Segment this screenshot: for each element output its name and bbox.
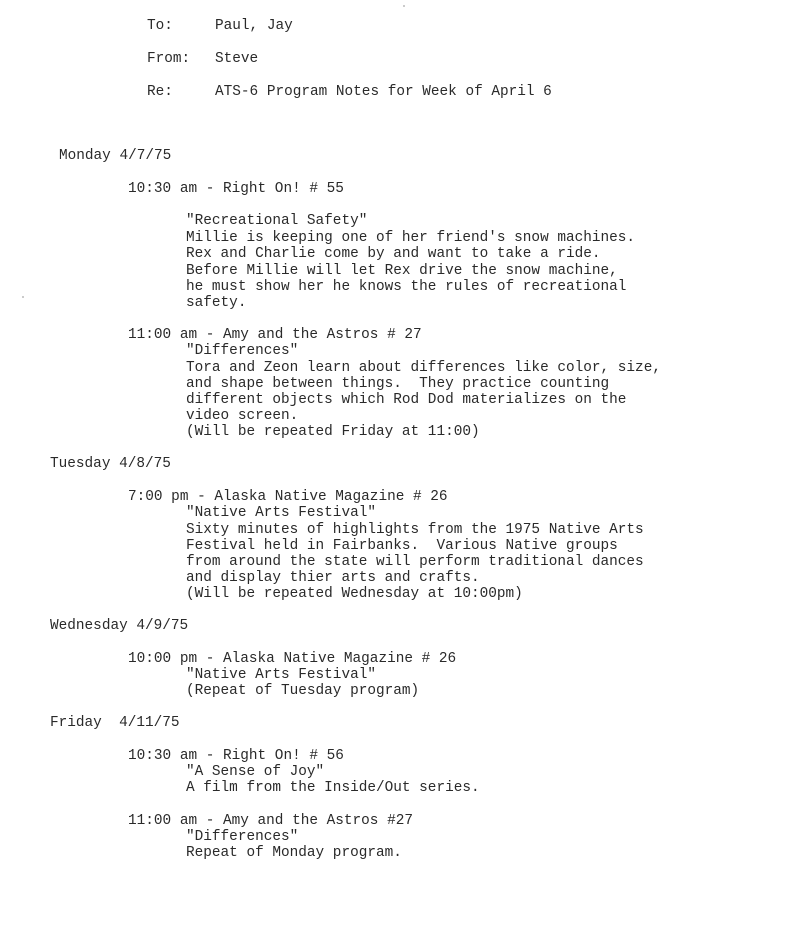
program-slot: 11:00 am - Amy and the Astros # 27 bbox=[128, 327, 422, 343]
program-title: "Native Arts Festival" bbox=[186, 667, 376, 683]
day-heading-wednesday: Wednesday 4/9/75 bbox=[50, 618, 189, 634]
to-value: Paul, Jay bbox=[215, 18, 293, 34]
re-label: Re: bbox=[147, 84, 173, 100]
to-label: To: bbox=[147, 18, 173, 34]
program-desc-line: and display thier arts and crafts. bbox=[186, 570, 480, 586]
program-desc-line: he must show her he knows the rules of recreational bbox=[186, 279, 627, 295]
program-desc-line: Tora and Zeon learn about differences like color, size, bbox=[186, 360, 661, 376]
program-repeat-note: (Repeat of Tuesday program) bbox=[186, 683, 420, 699]
day-heading-friday: Friday 4/11/75 bbox=[50, 715, 180, 731]
from-label: From: bbox=[147, 51, 191, 67]
program-slot: 7:00 pm - Alaska Native Magazine # 26 bbox=[128, 489, 448, 505]
program-slot: 10:00 pm - Alaska Native Magazine # 26 bbox=[128, 651, 457, 667]
program-title: "Differences" bbox=[186, 829, 299, 845]
re-value: ATS-6 Program Notes for Week of April 6 bbox=[215, 84, 552, 100]
program-slot: 11:00 am - Amy and the Astros #27 bbox=[128, 813, 413, 829]
program-desc-line: Sixty minutes of highlights from the 1975 Native Arts bbox=[186, 522, 644, 538]
program-desc-line: Rex and Charlie come by and want to take a ride. bbox=[186, 246, 601, 262]
scan-speck bbox=[22, 296, 24, 298]
day-heading-monday: Monday 4/7/75 bbox=[59, 148, 172, 164]
program-desc-line: from around the state will perform traditional dances bbox=[186, 554, 644, 570]
program-desc-line: and shape between things. They practice counting bbox=[186, 376, 610, 392]
program-repeat-note: (Will be repeated Wednesday at 10:00pm) bbox=[186, 586, 523, 602]
program-title: "Recreational Safety" bbox=[186, 213, 368, 229]
scan-speck bbox=[403, 5, 405, 7]
program-desc-line: safety. bbox=[186, 295, 247, 311]
program-repeat-note: Repeat of Monday program. bbox=[186, 845, 402, 861]
program-desc-line: different objects which Rod Dod materializes on the bbox=[186, 392, 627, 408]
program-desc-line: video screen. bbox=[186, 408, 299, 424]
program-desc-line: Festival held in Fairbanks. Various Native groups bbox=[186, 538, 618, 554]
program-repeat-note: (Will be repeated Friday at 11:00) bbox=[186, 424, 480, 440]
program-desc-line: Before Millie will let Rex drive the snow machine, bbox=[186, 263, 618, 279]
from-value: Steve bbox=[215, 51, 259, 67]
program-title: "Native Arts Festival" bbox=[186, 505, 376, 521]
program-title: "Differences" bbox=[186, 343, 299, 359]
program-slot: 10:30 am - Right On! # 56 bbox=[128, 748, 344, 764]
program-slot: 10:30 am - Right On! # 55 bbox=[128, 181, 344, 197]
program-desc-line: A film from the Inside/Out series. bbox=[186, 780, 480, 796]
day-heading-tuesday: Tuesday 4/8/75 bbox=[50, 456, 171, 472]
program-title: "A Sense of Joy" bbox=[186, 764, 325, 780]
program-desc-line: Millie is keeping one of her friend's snow machines. bbox=[186, 230, 636, 246]
